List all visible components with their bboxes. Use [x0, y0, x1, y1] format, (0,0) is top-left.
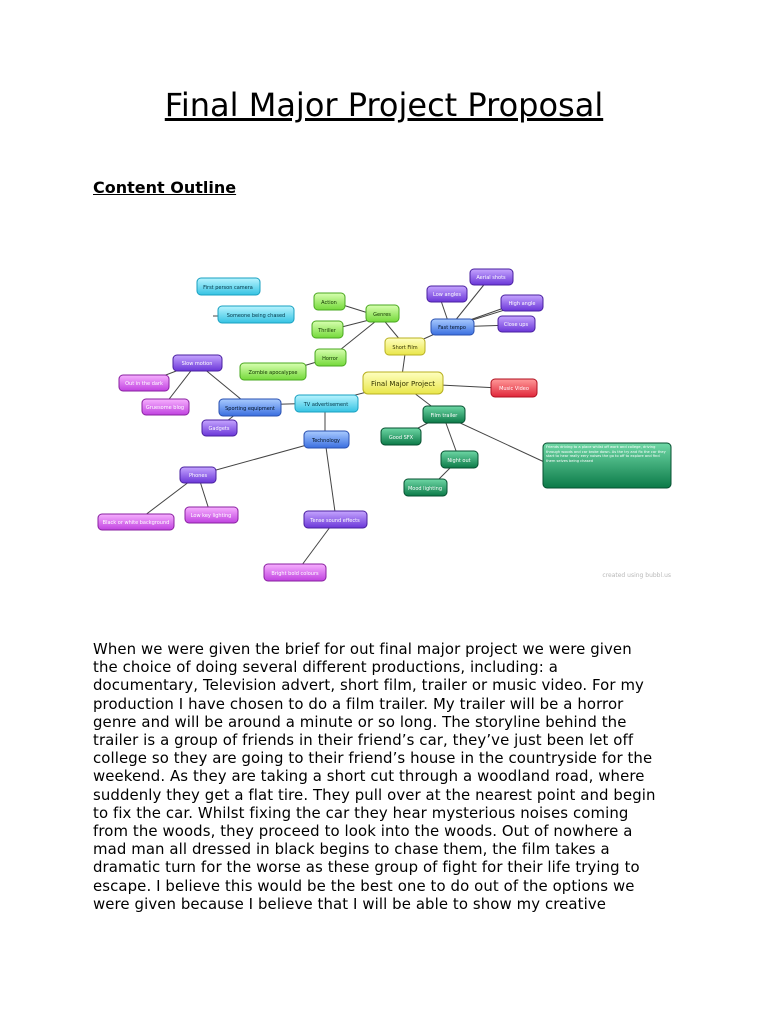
node-purple-top-4 — [498, 316, 535, 332]
paragraph-line: suddenly they get a flat tire. They pull over at the nearest point and begin — [93, 785, 656, 804]
svg-text:Technology: Technology — [311, 438, 341, 444]
paragraph-line: trailer is a group of friends in their friend’s car, they’ve just been let off — [93, 731, 634, 750]
node-purple-top-3 — [501, 295, 543, 311]
svg-text:Short Film: Short Film — [392, 345, 418, 351]
node-someone-chased — [218, 306, 294, 323]
svg-text:Low angles: Low angles — [433, 292, 461, 298]
paragraph-line: weekend. As they are taking a short cut through a woodland road, where — [93, 767, 645, 786]
node-technology — [304, 431, 349, 448]
paragraph-line: to fix the car. Whilst fixing the car they hear mysterious noises coming — [93, 803, 629, 822]
svg-text:TV advertisement: TV advertisement — [303, 402, 349, 408]
svg-text:Gruesome blog: Gruesome blog — [145, 405, 185, 411]
node-friends-desc: Friends driving to a place whilst off work and college, driving through woods and car broke down. As the try and fix the car they start to hear really eery noises the go to off to explore and find them selves being chased — [543, 443, 671, 488]
svg-text:Gadgets: Gadgets — [208, 426, 230, 432]
paragraph-line: college so they are going to their friend’s house in the countryside for the — [93, 749, 653, 768]
node-thriller — [312, 321, 343, 338]
paragraph-line: were given because I believe that I will be able to show my creative — [93, 894, 607, 913]
paragraph-line: the choice of doing several different productions, including: a — [93, 658, 558, 677]
svg-text:Night out: Night out — [447, 458, 471, 464]
svg-text:Fast tempo: Fast tempo — [438, 325, 466, 331]
node-purple-bottom-3 — [98, 514, 174, 530]
node-purple-bottom-2 — [185, 507, 238, 523]
node-film-trailer — [423, 406, 465, 423]
svg-text:Slow motion: Slow motion — [181, 361, 213, 367]
svg-text:High angle: High angle — [508, 301, 536, 307]
svg-text:Action: Action — [321, 300, 337, 306]
node-purple-left-3 — [142, 399, 189, 415]
body-paragraph — [93, 640, 678, 913]
node-mood-lighting — [404, 479, 447, 496]
svg-text:Low key lighting: Low key lighting — [190, 513, 232, 519]
document-title: Final Major Project Proposal — [164, 86, 604, 124]
paragraph-line: from the woods, they proceed to look into the woods. Out of nowhere a — [93, 822, 633, 841]
node-short-film — [385, 338, 425, 355]
node-tv-advertisement — [295, 395, 358, 412]
svg-text:Horror: Horror — [322, 356, 338, 362]
node-purple-bottom-1 — [180, 467, 216, 483]
svg-text:Final Major Project: Final Major Project — [371, 380, 435, 388]
svg-text:Tense sound effects: Tense sound effects — [310, 518, 360, 524]
section-heading: Content Outline — [93, 178, 237, 197]
node-zombie — [240, 363, 306, 380]
svg-text:Genres: Genres — [373, 312, 391, 318]
paragraph-line: dramatic turn for the worse as these group of fight for their life trying to — [93, 858, 640, 877]
paragraph-line: mad man all dressed in black begins to chase them, the film takes a — [93, 840, 610, 859]
svg-text:Black or white background: Black or white background — [102, 520, 170, 526]
node-purple-bottom-5 — [264, 564, 326, 581]
svg-text:Phones: Phones — [188, 473, 208, 479]
svg-text:Sporting equipment: Sporting equipment — [225, 406, 275, 412]
node-good-sfx — [381, 428, 421, 445]
paragraph-line: escape. I believe this would be the best one to do out of the options we — [93, 876, 635, 895]
paragraph-line: production I have chosen to do a film trailer. My trailer will be a horror — [93, 694, 624, 713]
mind-map-image — [93, 255, 675, 585]
node-purple-left-1 — [173, 355, 222, 371]
svg-text:Good SFX: Good SFX — [388, 435, 414, 441]
node-purple-bottom-4 — [304, 511, 367, 528]
svg-text:Bright bold colours: Bright bold colours — [271, 571, 319, 577]
node-horror — [315, 349, 346, 366]
paragraph-line: genre and will be around a minute or so long. The storyline behind the — [93, 712, 627, 731]
svg-text:Aerial shots: Aerial shots — [476, 275, 506, 281]
node-music-video — [491, 379, 537, 397]
node-purple-top-5 — [431, 319, 474, 335]
map-watermark: created using bubbl.us — [602, 572, 671, 579]
paragraph-line: When we were given the brief for out final major project we were given — [93, 640, 632, 658]
node-night-out — [441, 451, 478, 468]
node-action — [314, 293, 345, 310]
svg-text:Close ups: Close ups — [503, 322, 529, 328]
node-purple-top-1 — [470, 269, 513, 285]
node-center — [363, 372, 443, 394]
svg-text:Zombie apocalypse: Zombie apocalypse — [248, 370, 298, 376]
paragraph-line: documentary, Television advert, short film, trailer or music video. For my — [93, 676, 644, 695]
svg-text:Out in the dark: Out in the dark — [125, 381, 163, 387]
node-first-person — [197, 278, 260, 295]
node-genres — [366, 305, 399, 322]
svg-text:Music Video: Music Video — [499, 386, 529, 392]
node-purple-left-2 — [119, 375, 169, 391]
node-purple-top-2 — [427, 286, 467, 302]
svg-text:Mood lighting: Mood lighting — [407, 486, 443, 492]
svg-text:First person camera: First person camera — [203, 285, 253, 291]
svg-text:Someone being chased: Someone being chased — [226, 313, 286, 319]
node-purple-left-4 — [202, 420, 237, 436]
svg-text:Film trailer: Film trailer — [430, 413, 458, 419]
node-sporting — [219, 399, 281, 416]
svg-text:Thriller: Thriller — [318, 328, 336, 334]
